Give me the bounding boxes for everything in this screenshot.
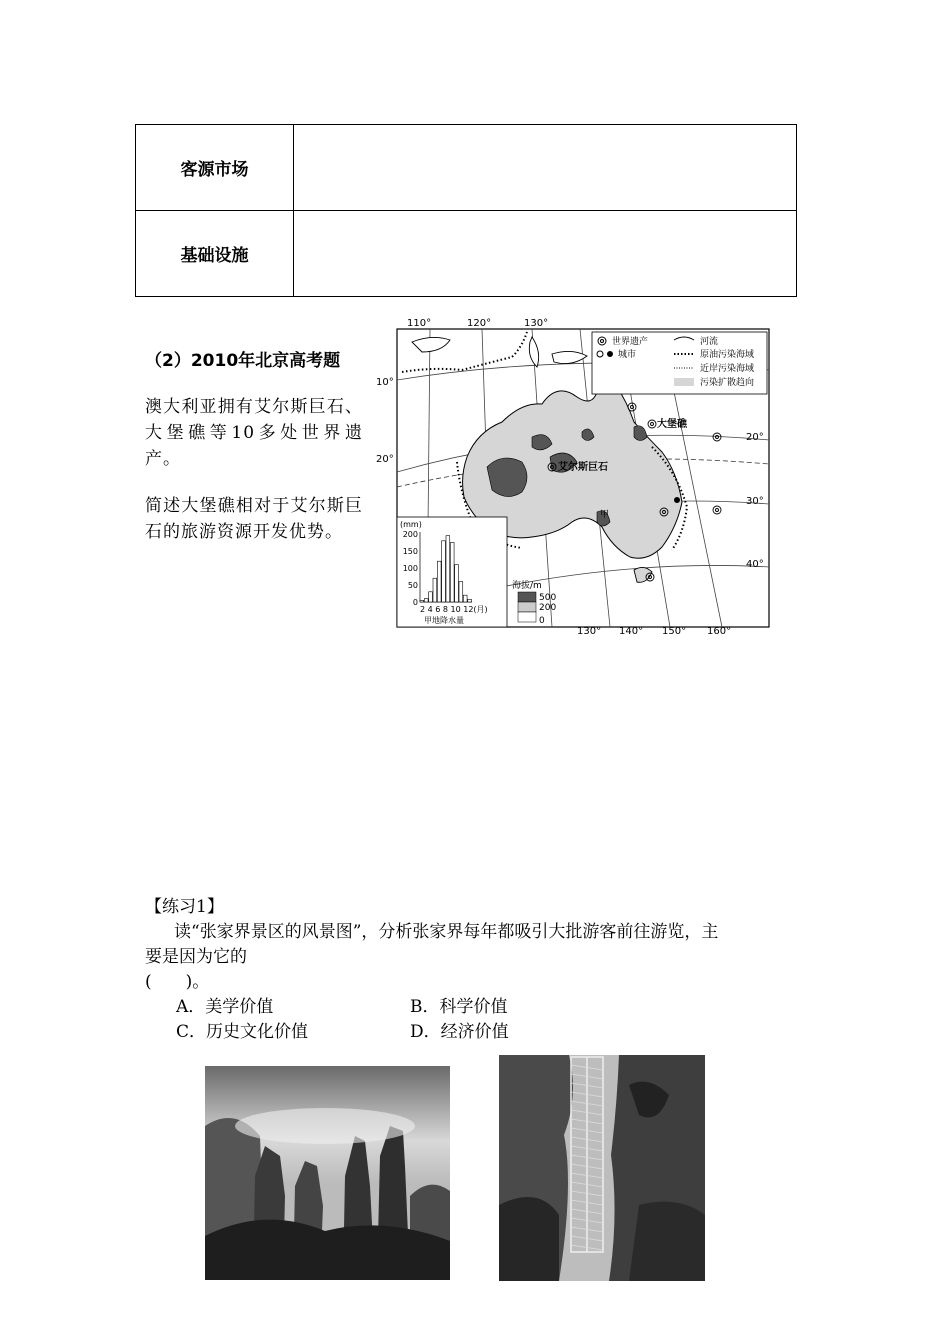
svg-text:河流: 河流 bbox=[700, 337, 719, 347]
lon-label: 130° bbox=[577, 626, 602, 634]
lon-label: 140° bbox=[619, 626, 644, 634]
row-label-market: 客源市场 bbox=[136, 125, 294, 211]
rainfall-chart bbox=[397, 517, 507, 627]
svg-text:近岸污染海域: 近岸污染海域 bbox=[700, 364, 755, 374]
label-great-barrier-reef: 大堡礁 bbox=[657, 419, 687, 430]
answer-table bbox=[135, 124, 797, 297]
lon-label: 150° bbox=[662, 626, 687, 634]
y-tick-label: 200 bbox=[402, 530, 418, 539]
zhangjiajie-peaks-photo bbox=[205, 1066, 450, 1280]
option-d: D．经济价值 bbox=[410, 1022, 509, 1042]
question-paragraph-2: 简述大堡礁相对于艾尔斯巨石的旅游资源开发优势。 bbox=[145, 496, 363, 542]
rain-bar-6 bbox=[442, 541, 446, 602]
australia-map bbox=[372, 312, 772, 634]
svg-text:200: 200 bbox=[539, 603, 557, 613]
exercise-stem-line-2: 要是因为它的 bbox=[145, 947, 247, 967]
exercise-answer-paren: ( )。 bbox=[145, 972, 210, 992]
y-tick-label: 50 bbox=[407, 581, 418, 590]
lat-label: 30° bbox=[746, 496, 764, 507]
exercise-stem-line-1: 读“张家界景区的风景图”，分析张家界每年都吸引大批游客前往游览，主 bbox=[174, 922, 719, 942]
lat-label: 20° bbox=[746, 432, 764, 443]
exercise-title: 【练习1】 bbox=[145, 897, 224, 917]
rain-bar-1 bbox=[420, 600, 424, 602]
label-ayers-rock: 艾尔斯巨石 bbox=[558, 462, 608, 473]
map-legend bbox=[592, 332, 767, 394]
label-jia: 甲 bbox=[600, 510, 610, 520]
rain-bar-8 bbox=[450, 543, 454, 603]
table-row bbox=[136, 211, 797, 297]
table-row bbox=[136, 125, 797, 211]
rain-bar-10 bbox=[459, 582, 463, 602]
svg-text:污染扩散趋向: 污染扩散趋向 bbox=[700, 378, 755, 388]
y-tick-label: 150 bbox=[402, 547, 418, 556]
rain-bar-9 bbox=[455, 565, 459, 602]
question-title: （2）2010年北京高考题 bbox=[145, 351, 341, 371]
svg-text:2 4 6 8 10 12(月): 2 4 6 8 10 12(月) bbox=[420, 605, 488, 614]
svg-text:城市: 城市 bbox=[618, 350, 637, 360]
row-value-infrastructure[interactable] bbox=[294, 211, 797, 297]
svg-text:原油污染海域: 原油污染海域 bbox=[700, 350, 755, 360]
svg-text:500: 500 bbox=[539, 593, 557, 603]
lat-label: 10° bbox=[376, 377, 394, 388]
svg-text:(mm): (mm) bbox=[400, 520, 422, 529]
lon-label: 110° bbox=[407, 318, 432, 329]
lat-label: 20° bbox=[376, 454, 394, 465]
rain-bar-11 bbox=[463, 595, 467, 602]
svg-text:甲地降水量: 甲地降水量 bbox=[424, 616, 464, 625]
option-c: C．历史文化价值 bbox=[176, 1022, 309, 1042]
row-value-market[interactable] bbox=[294, 125, 797, 211]
svg-text:0: 0 bbox=[539, 616, 545, 626]
rain-bar-12 bbox=[468, 599, 472, 602]
lon-label: 160° bbox=[707, 626, 732, 634]
row-label-infrastructure: 基础设施 bbox=[136, 211, 294, 297]
rain-bar-3 bbox=[429, 592, 433, 602]
lon-label: 130° bbox=[524, 318, 549, 329]
city-marker bbox=[674, 497, 680, 503]
svg-text:海拔/m: 海拔/m bbox=[512, 581, 542, 591]
rain-bar-4 bbox=[433, 578, 437, 602]
rain-bar-5 bbox=[437, 561, 441, 602]
lat-label: 40° bbox=[746, 559, 764, 570]
lon-label: 120° bbox=[467, 318, 492, 329]
rain-bar-7 bbox=[446, 536, 450, 602]
svg-text:世界遗产: 世界遗产 bbox=[612, 337, 649, 347]
option-a: A．美学价值 bbox=[176, 997, 274, 1017]
y-tick-label: 100 bbox=[402, 564, 418, 573]
option-b: B．科学价值 bbox=[410, 997, 508, 1017]
bailong-elevator-photo bbox=[499, 1055, 705, 1281]
y-tick-label: 0 bbox=[412, 598, 418, 607]
rain-bar-2 bbox=[424, 599, 428, 602]
question-paragraph-1: 澳大利亚拥有艾尔斯巨石、大堡礁等10多处世界遗产。 bbox=[145, 397, 363, 469]
